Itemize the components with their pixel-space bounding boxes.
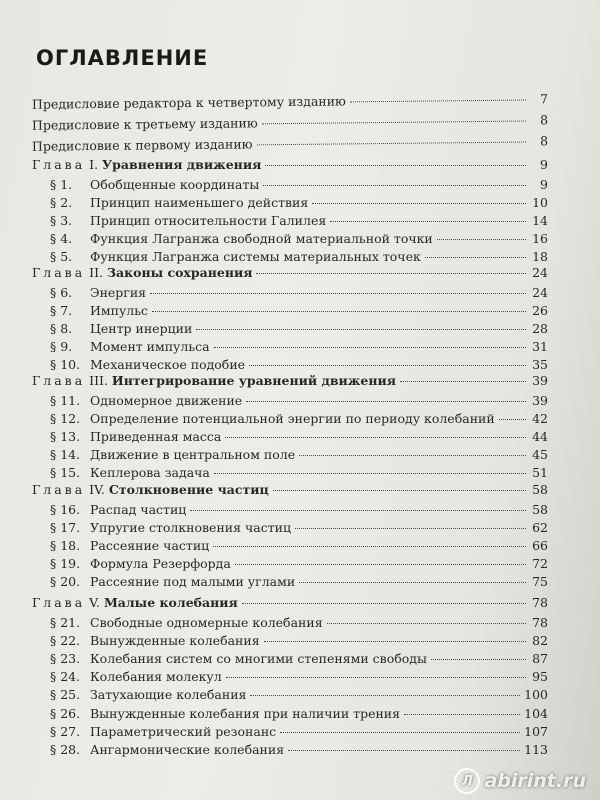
section-label xyxy=(50,538,209,553)
chapter-prefix: Глава xyxy=(32,157,86,172)
dot-leader xyxy=(214,473,526,474)
chapter-title: Уравнения движения xyxy=(102,157,262,172)
section-title: Затухающие колебания xyxy=(90,687,247,702)
dot-leader xyxy=(242,603,526,604)
toc-chapter xyxy=(32,482,548,497)
dot-leader xyxy=(400,381,526,382)
section-title: Принцип относительности Галилея xyxy=(90,213,327,228)
page-number: 10 xyxy=(532,195,548,210)
section-number: § 28. xyxy=(50,742,81,757)
page-number: 58 xyxy=(532,502,548,517)
section-number: § 7. xyxy=(50,303,73,318)
toc-section xyxy=(50,303,548,318)
page-number: 82 xyxy=(532,633,548,648)
page-number: 75 xyxy=(532,574,548,589)
toc-section xyxy=(50,556,548,571)
page-number: 9 xyxy=(540,157,548,172)
dot-leader xyxy=(350,100,526,103)
section-number: § 5. xyxy=(50,249,73,264)
section-title: Центр инерции xyxy=(90,321,193,336)
section-title: Свободные одномерные колебания xyxy=(90,615,323,630)
section-number: § 9. xyxy=(50,339,73,354)
page-number: 39 xyxy=(532,393,548,408)
toc-section xyxy=(50,502,548,517)
page-number: 78 xyxy=(532,615,548,630)
dot-leader xyxy=(404,714,520,715)
dot-leader xyxy=(213,546,526,547)
dot-leader xyxy=(246,401,526,402)
section-title: Функция Лагранжа системы материальных точек xyxy=(90,249,421,264)
section-number: § 23. xyxy=(50,651,81,666)
page-number: 51 xyxy=(532,465,548,480)
section-label xyxy=(50,357,245,372)
chapter-label xyxy=(32,482,269,497)
section-number: § 8. xyxy=(50,321,73,336)
page-number: 95 xyxy=(532,669,548,684)
chapter-numeral: II. xyxy=(85,265,107,280)
toc-section xyxy=(50,447,548,462)
section-label xyxy=(50,177,259,192)
section-label xyxy=(50,574,295,589)
section-title: Энергия xyxy=(90,285,147,300)
page-number: 107 xyxy=(524,724,548,739)
section-title: Колебания систем со многими степенями свободы xyxy=(90,651,427,666)
page-number: 58 xyxy=(532,482,548,497)
toc-section xyxy=(50,520,548,535)
section-label xyxy=(50,706,400,721)
section-title: Механическое подобие xyxy=(90,357,246,372)
section-title: Формула Резерфорда xyxy=(90,556,231,571)
toc-section xyxy=(50,651,548,666)
toc-front-matter xyxy=(32,91,548,111)
toc-section xyxy=(50,574,548,589)
page-number: 24 xyxy=(532,285,548,300)
dot-leader xyxy=(150,293,526,294)
toc-section xyxy=(50,339,548,354)
page-number: 113 xyxy=(524,742,548,757)
toc-section xyxy=(50,633,548,648)
section-title: Упругие столкновения частиц xyxy=(90,520,291,535)
toc-section xyxy=(50,249,548,264)
page-number: 9 xyxy=(540,177,548,192)
section-title: Параметрический резонанс xyxy=(90,724,277,739)
section-number: § 26. xyxy=(50,706,81,721)
toc-section xyxy=(50,706,548,721)
chapter-title: Законы сохранения xyxy=(106,265,253,280)
section-label xyxy=(50,213,326,228)
toc-front-matter xyxy=(32,112,548,132)
toc-section xyxy=(50,538,548,553)
section-label xyxy=(50,556,231,571)
chapter-prefix: Глава xyxy=(32,595,86,610)
dot-leader xyxy=(280,732,520,733)
dot-leader xyxy=(312,203,526,204)
section-number: § 27. xyxy=(50,724,81,739)
front-matter-title: Предисловие к третьему изданию xyxy=(31,115,258,133)
toc-section xyxy=(50,285,548,300)
section-title: Рассеяние под малыми углами xyxy=(90,574,296,589)
toc-chapter xyxy=(32,265,548,280)
section-label xyxy=(50,502,186,517)
section-label xyxy=(50,429,221,444)
labirint-logo-icon: Л xyxy=(454,768,480,794)
section-label xyxy=(50,687,246,702)
chapter-numeral: IV. xyxy=(85,482,109,497)
dot-leader xyxy=(250,695,520,696)
chapter-title: Малые колебания xyxy=(103,595,238,610)
toc-section xyxy=(50,357,548,372)
section-label xyxy=(50,411,495,426)
page-number: 44 xyxy=(532,429,548,444)
dot-leader xyxy=(330,221,526,222)
page-number: 8 xyxy=(539,133,549,149)
section-title: Вынужденные колебания xyxy=(90,633,260,648)
toc-front-matter xyxy=(32,133,548,153)
dot-leader xyxy=(235,564,526,565)
section-label xyxy=(50,339,210,354)
watermark xyxy=(454,768,586,794)
chapter-label xyxy=(32,265,252,280)
dot-leader xyxy=(499,419,526,420)
section-label xyxy=(50,285,146,300)
section-title: Распад частиц xyxy=(90,502,187,517)
watermark-text: abirint.ru xyxy=(484,770,586,792)
toc-section xyxy=(50,177,548,192)
toc-section xyxy=(50,615,548,630)
section-label xyxy=(50,303,148,318)
dot-leader xyxy=(152,311,526,312)
dot-leader xyxy=(299,582,526,583)
page-number: 100 xyxy=(524,687,548,702)
section-title: Обобщенные координаты xyxy=(90,177,260,192)
dot-leader xyxy=(425,257,526,258)
toc-section xyxy=(50,742,548,757)
dot-leader xyxy=(288,750,520,751)
page-number: 35 xyxy=(532,357,548,372)
page-number: 26 xyxy=(532,303,548,318)
section-number: § 25. xyxy=(50,687,81,702)
dot-leader xyxy=(225,437,526,438)
dot-leader xyxy=(265,165,526,166)
section-title: Кеплерова задача xyxy=(90,465,210,480)
page-number: 16 xyxy=(532,231,548,246)
toc-section xyxy=(50,724,548,739)
dot-leader xyxy=(264,641,526,642)
dot-leader xyxy=(295,528,526,529)
page-number: 8 xyxy=(539,112,549,128)
dot-leader xyxy=(437,239,526,240)
dot-leader xyxy=(273,490,526,491)
page-number: 31 xyxy=(532,339,548,354)
dot-leader xyxy=(256,273,526,274)
dot-leader xyxy=(327,623,526,624)
page-number: 72 xyxy=(532,556,548,571)
toc-chapter xyxy=(32,157,548,172)
section-number: § 24. xyxy=(50,669,81,684)
toc-section xyxy=(50,231,548,246)
chapter-numeral: I. xyxy=(85,157,103,172)
section-title: Приведенная масса xyxy=(90,429,222,444)
section-number: § 22. xyxy=(50,633,81,648)
page-number: 18 xyxy=(532,249,548,264)
section-label xyxy=(50,195,308,210)
section-title: Принцип наименьшего действия xyxy=(90,195,309,210)
section-label xyxy=(50,742,284,757)
section-number: § 2. xyxy=(50,195,73,210)
section-number: § 19. xyxy=(50,556,81,571)
toc-chapter xyxy=(32,373,548,388)
page-number: 66 xyxy=(532,538,548,553)
section-number: § 6. xyxy=(50,285,73,300)
chapter-label xyxy=(32,373,396,388)
chapter-prefix: Глава xyxy=(32,482,86,497)
chapter-title: Столкновение частиц xyxy=(108,482,269,497)
chapter-prefix: Глава xyxy=(32,373,86,388)
section-label xyxy=(50,633,260,648)
dot-leader xyxy=(249,365,526,366)
page-number: 14 xyxy=(532,213,548,228)
page-number: 78 xyxy=(532,595,548,610)
section-title: Момент импульса xyxy=(90,339,210,354)
section-title: Импульс xyxy=(90,303,149,318)
toc-section xyxy=(50,321,548,336)
section-number: § 3. xyxy=(50,213,73,228)
dot-leader xyxy=(431,659,526,660)
page-number: 104 xyxy=(524,706,548,721)
section-label xyxy=(50,393,242,408)
section-title: Рассеяние частиц xyxy=(90,538,210,553)
section-title: Вынужденные колебания при наличии трения xyxy=(90,706,401,721)
dot-leader xyxy=(299,455,526,456)
section-label xyxy=(50,724,276,739)
page-number: 45 xyxy=(532,447,548,462)
chapter-title: Интегрирование уравнений движения xyxy=(111,373,397,388)
page-number: 87 xyxy=(532,651,548,666)
toc-section xyxy=(50,393,548,408)
page-number: 39 xyxy=(532,373,548,388)
dot-leader xyxy=(257,142,526,146)
section-label xyxy=(50,231,433,246)
section-label xyxy=(50,651,427,666)
dot-leader xyxy=(263,185,526,186)
chapter-numeral: V. xyxy=(85,595,104,610)
section-number: § 12. xyxy=(50,411,81,426)
section-number: § 21. xyxy=(50,615,81,630)
section-label xyxy=(50,615,323,630)
toc-section xyxy=(50,195,548,210)
section-title: Движение в центральном поле xyxy=(90,447,296,462)
page-title: ОГЛАВЛЕНИЕ xyxy=(36,46,209,70)
section-number: § 14. xyxy=(50,447,81,462)
section-number: § 13. xyxy=(50,429,81,444)
chapter-prefix: Глава xyxy=(32,265,86,280)
section-number: § 4. xyxy=(50,231,73,246)
section-title: Одномерное движение xyxy=(90,393,243,408)
section-number: § 20. xyxy=(50,574,81,589)
dot-leader xyxy=(262,121,526,125)
toc-section xyxy=(50,465,548,480)
section-label xyxy=(50,520,291,535)
section-number: § 1. xyxy=(50,177,73,192)
toc-section xyxy=(50,429,548,444)
section-label xyxy=(50,447,295,462)
page-number: 42 xyxy=(532,411,548,426)
section-label xyxy=(50,321,192,336)
toc-chapter xyxy=(32,595,548,610)
dot-leader xyxy=(214,347,526,348)
section-label xyxy=(50,465,210,480)
section-number: § 10. xyxy=(50,357,81,372)
toc-section xyxy=(50,669,548,684)
section-number: § 18. xyxy=(50,538,81,553)
dot-leader xyxy=(190,510,526,511)
page-number: 7 xyxy=(539,91,549,107)
page-number: 62 xyxy=(532,520,548,535)
chapter-numeral: III. xyxy=(85,373,112,388)
front-matter-title: Предисловие к первому изданию xyxy=(31,136,253,154)
page-number: 28 xyxy=(532,321,548,336)
chapter-label xyxy=(32,157,261,172)
section-title: Колебания молекул xyxy=(90,669,222,684)
section-number: § 17. xyxy=(50,520,81,535)
toc-section xyxy=(50,411,548,426)
section-title: Ангармонические колебания xyxy=(90,742,285,757)
dot-leader xyxy=(196,329,526,330)
front-matter-title: Предисловие редактора к четвертому изданию xyxy=(31,93,346,112)
section-label xyxy=(50,249,421,264)
chapter-label xyxy=(32,595,238,610)
page-number: 24 xyxy=(532,265,548,280)
section-number: § 15. xyxy=(50,465,81,480)
dot-leader xyxy=(226,677,526,678)
section-title: Определение потенциальной энергии по периоду колебаний xyxy=(90,411,495,426)
section-number: § 16. xyxy=(50,502,81,517)
section-number: § 11. xyxy=(50,393,81,408)
section-label xyxy=(50,669,222,684)
section-title: Функция Лагранжа свободной материальной точки xyxy=(90,231,433,246)
toc-section xyxy=(50,213,548,228)
toc-section xyxy=(50,687,548,702)
